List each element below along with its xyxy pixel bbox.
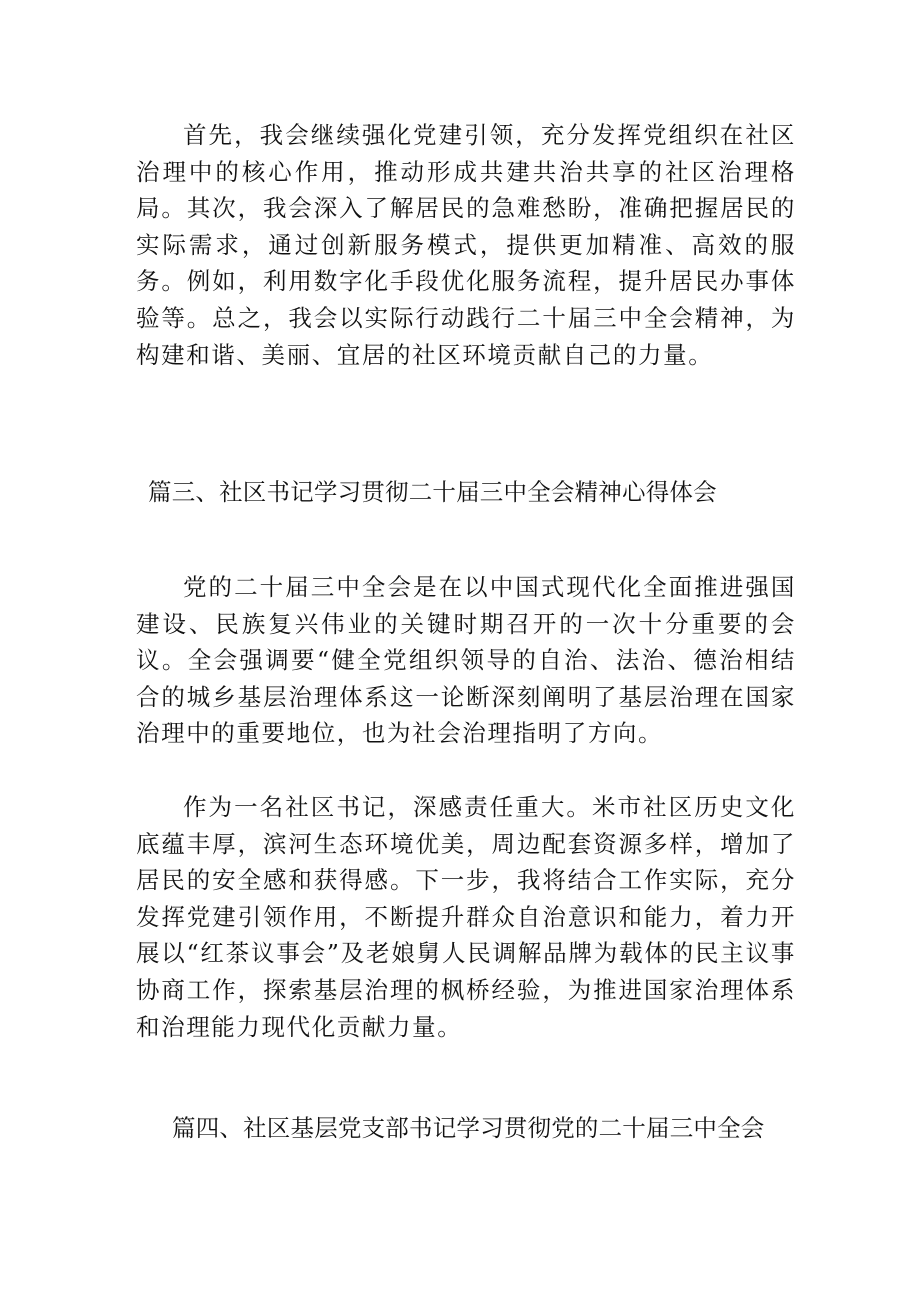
body-paragraph-section3-1: 党的二十届三中全会是在以中国式现代化全面推进强国建设、民族复兴伟业的关键时期召开的一次十分重要的会议。全会强调要“健全党组织领导的自治、法治、德治相结合的城乡基层治理体系这一论断深刻阐明了基层治理在国家治理中的重要地位，也为社会治理指明了方向。 (136, 573, 796, 748)
section-heading-3: 篇三、社区书记学习贯彻二十届三中全会精神心得体会 (148, 478, 717, 506)
section-heading-4: 篇四、社区基层党支部书记学习贯彻党的二十届三中全会 (172, 1114, 765, 1142)
body-paragraph-section3-2: 作为一名社区书记，深感责任重大。米市社区历史文化底蕴丰厚，滨河生态环境优美，周边配套资源多样，增加了居民的安全感和获得感。下一步，我将结合工作实际，充分发挥党建引领作用，不断提升群众自治意识和能力，着力开展以“红茶议事会”及老娘舅人民调解品牌为载体的民主议事协商工作，探索基层治理的枫桥经验，为推进国家治理体系和治理能力现代化贡献力量。 (136, 793, 796, 1041)
body-paragraph-intro: 首先，我会继续强化党建引领，充分发挥党组织在社区治理中的核心作用，推动形成共建共治共享的社区治理格局。其次，我会深入了解居民的急难愁盼，准确把握居民的实际需求，通过创新服务模式，提供更加精准、高效的服务。例如，利用数字化手段优化服务流程，提升居民办事体验等。总之，我会以实际行动践行二十届三中全会精神，为构建和谐、美丽、宜居的社区环境贡献自己的力量。 (136, 121, 796, 369)
